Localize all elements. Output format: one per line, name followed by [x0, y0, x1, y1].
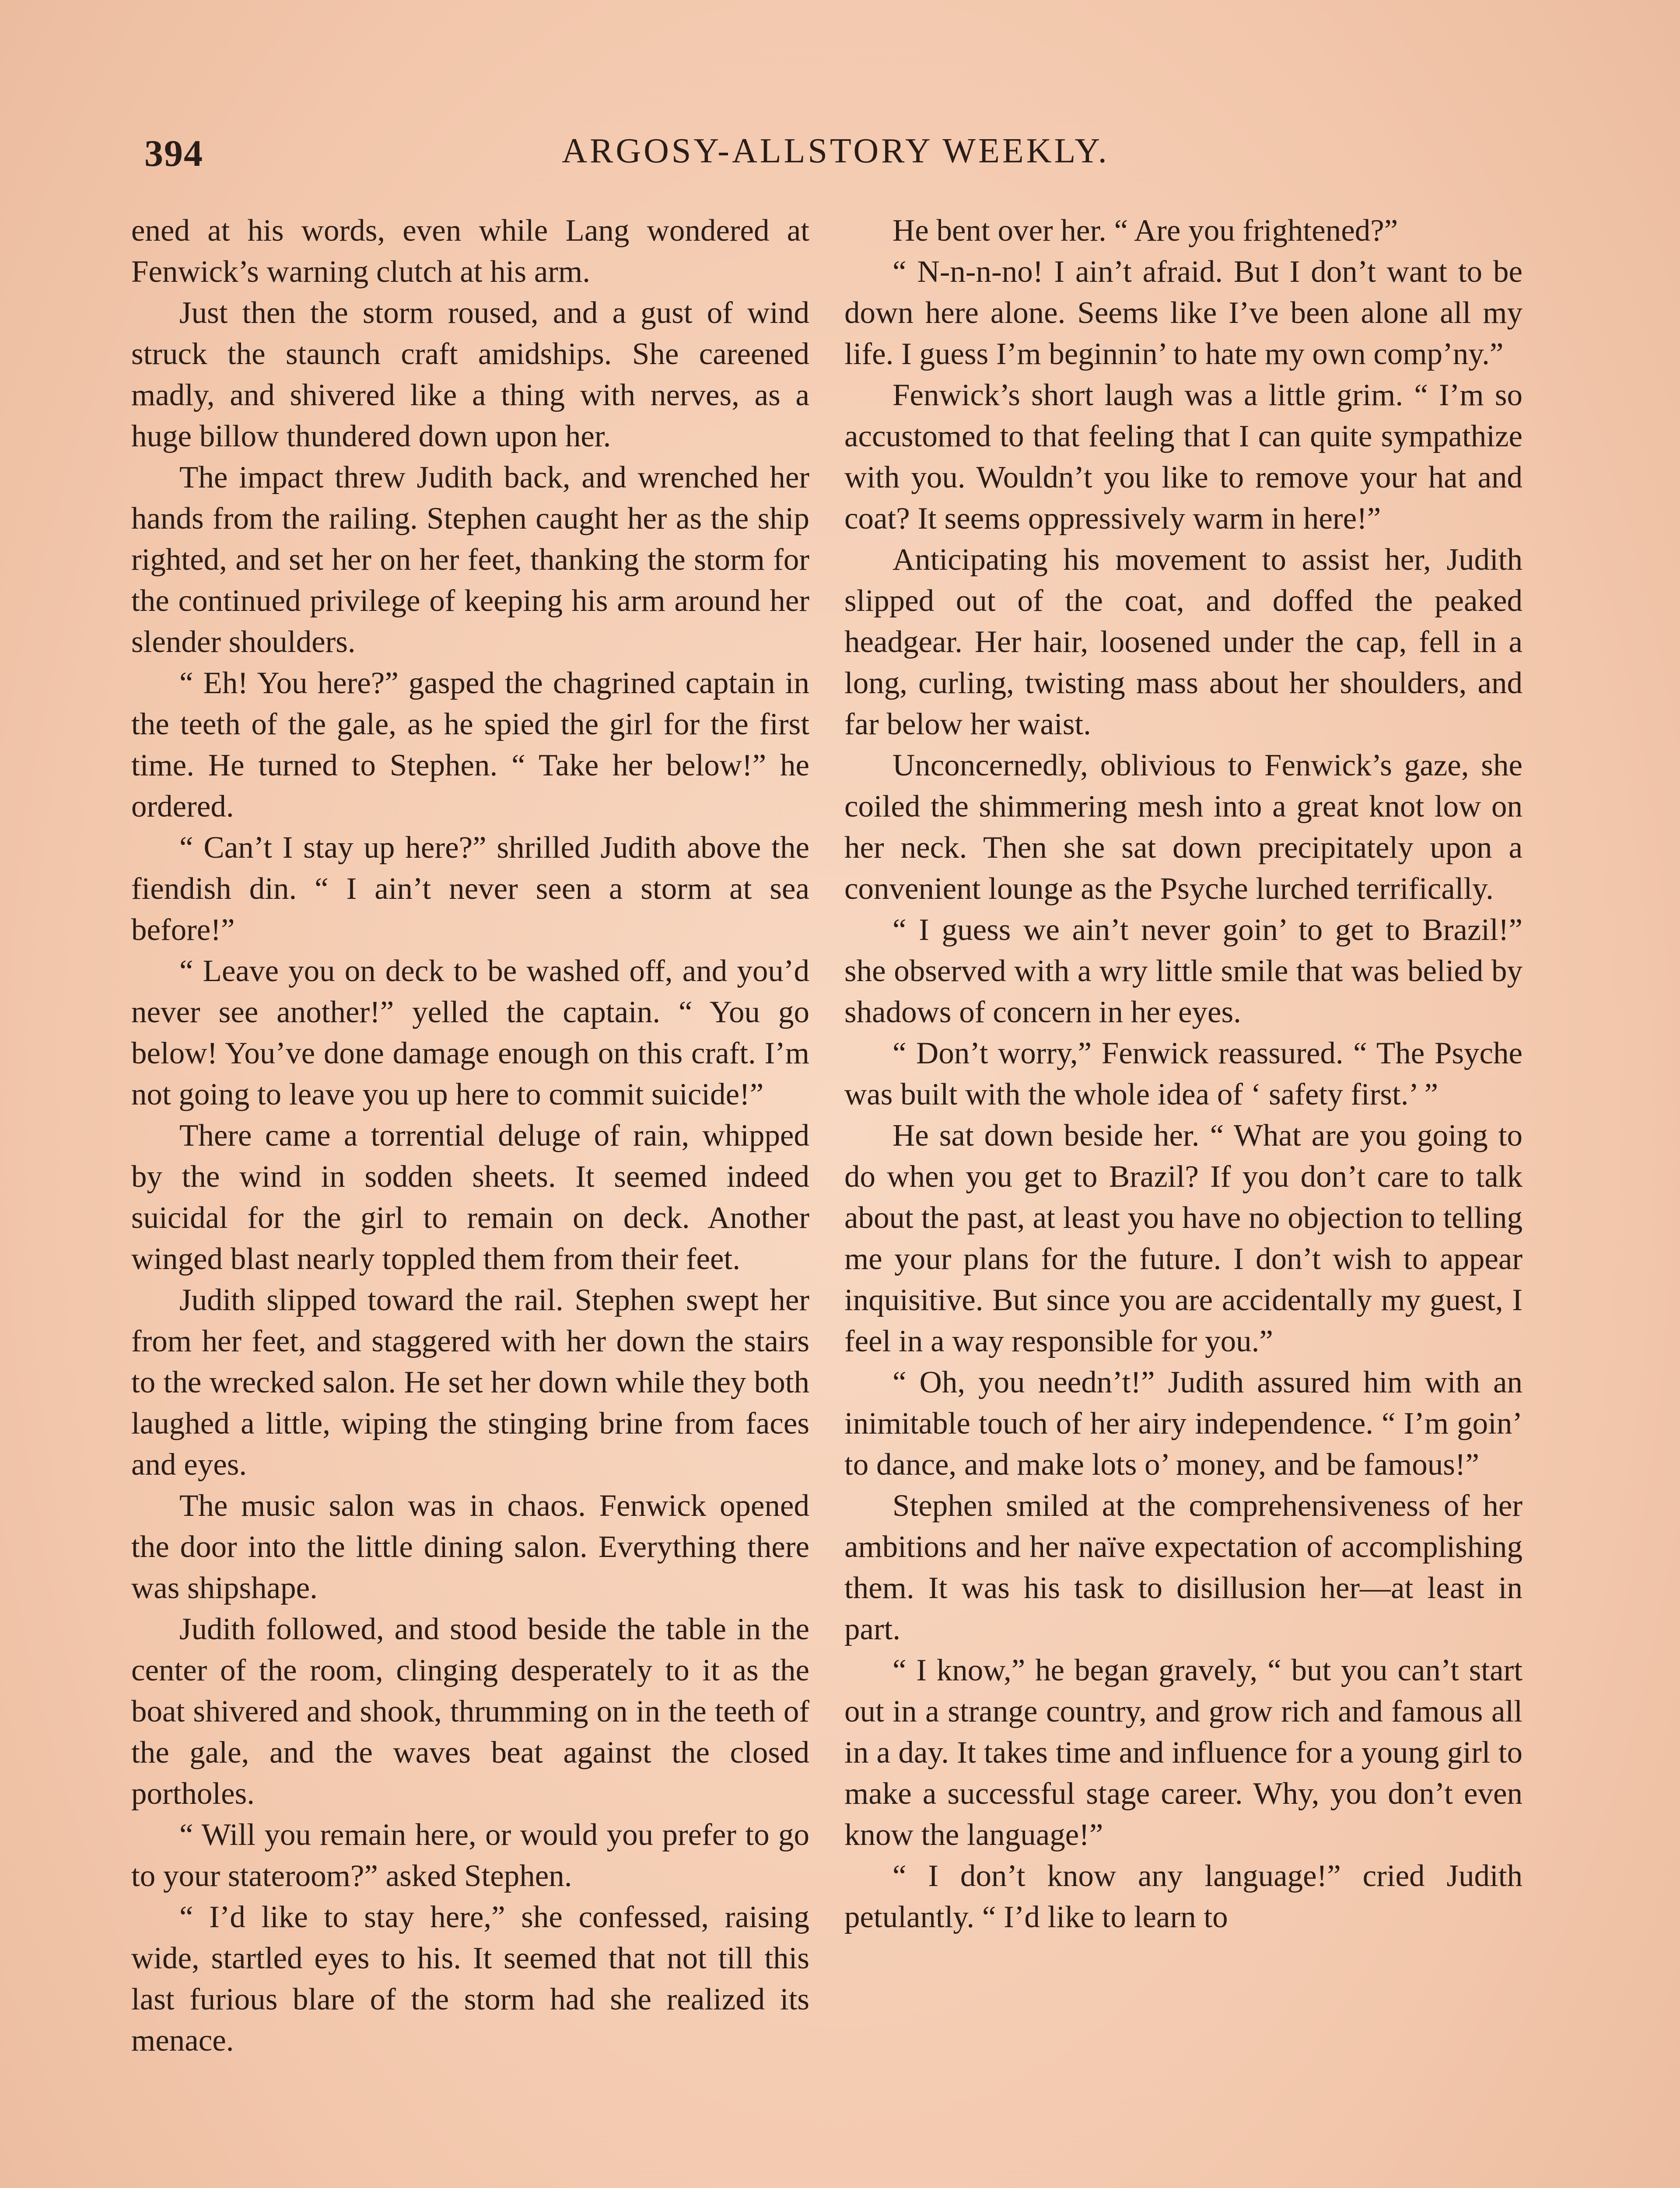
- paragraph: “ I don’t know any language!” cried Judith petulantly. “ I’d like to learn to: [844, 1859, 1522, 1934]
- paragraph: Judith followed, and stood beside the table in the center of the room, clinging desperately to it as the boat shivered and shook, thrumming on in the teeth of the gale, and the waves beat against the closed portholes.: [131, 1612, 809, 1811]
- paragraph: Anticipating his movement to assist her, Judith slipped out of the coat, and doffed the peaked headgear. Her hair, loosened under the cap, fell in a long, curling, twisting mass about her shoulders, and far below her waist.: [844, 543, 1522, 741]
- paragraph: “ Leave you on deck to be washed off, and you’d never see another!” yelled the captain. “ You go below! You’ve done damage enough on this craft. I’m not going to leave you up here to commit suicide!”: [131, 954, 809, 1112]
- paragraph: “ I guess we ain’t never goin’ to get to Brazil!” she observed with a wry little smile that was belied by shadows of concern in her eyes.: [844, 913, 1522, 1029]
- paragraph: “ Eh! You here?” gasped the chagrined captain in the teeth of the gale, as he spied the girl for the first time. He turned to Stephen. “ Take her below!” he ordered.: [131, 666, 809, 824]
- paragraph: He bent over her. “ Are you frightened?”: [892, 214, 1398, 248]
- paragraph: Judith slipped toward the rail. Stephen swept her from her feet, and staggered with her down the stairs to the wrecked salon. He set her down while they both laughed a little, wiping the stinging brine from faces and eyes.: [131, 1283, 809, 1482]
- paragraph: Just then the storm roused, and a gust of wind struck the staunch craft amidships. She careened madly, and shivered like a thing with nerves, as a huge billow thundered down upon her.: [131, 296, 809, 453]
- paragraph: “ Don’t worry,” Fenwick reassured. “ The Psyche was built with the whole idea of ‘ safety first.’ ”: [844, 1036, 1522, 1112]
- paragraph: “ N-n-n-no! I ain’t afraid. But I don’t want to be down here alone. Seems like I’ve been alone all my life. I guess I’m beginnin’ to hate my own comp’ny.”: [844, 255, 1522, 371]
- page-header: [127, 131, 1544, 193]
- paragraph: ened at his words, even while Lang wondered at Fenwick’s warning clutch at his arm.: [131, 214, 809, 289]
- paragraph: The impact threw Judith back, and wrenched her hands from the railing. Stephen caught her as the ship righted, and set her on her feet, thanking the storm for the continued privilege of keeping his arm around her slender shoulders.: [131, 460, 809, 659]
- running-head: ARGOSY-ALLSTORY WEEKLY.: [562, 132, 1110, 170]
- paragraph: “ Will you remain here, or would you prefer to go to your stateroom?” asked Stephen.: [131, 1818, 809, 1893]
- page-number: 394: [144, 132, 203, 174]
- paragraph: The music salon was in chaos. Fenwick opened the door into the little dining salon. Everything there was shipshape.: [131, 1489, 809, 1605]
- paragraph: He sat down beside her. “ What are you going to do when you get to Brazil? If you don’t care to talk about the past, at least you have no objection to telling me your plans for the future. I don’t wish to appear inquisitive. But since you are accidentally my guest, I feel in a way responsible for you.”: [844, 1119, 1522, 1358]
- paragraph: “ I know,” he began gravely, “ but you can’t start out in a strange country, and grow rich and famous all in a day. It takes time and influence for a young girl to make a successful stage career. Why, you don’t even know the language!”: [844, 1653, 1522, 1852]
- paragraph: Stephen smiled at the comprehensiveness of her ambitions and her naïve expectation of accomplishing them. It was his task to disillusion her—at least in part.: [844, 1489, 1522, 1646]
- left-column: [131, 210, 809, 2061]
- paragraph: Fenwick’s short laugh was a little grim. “ I’m so accustomed to that feeling that I can quite sympathize with you. Wouldn’t you like to remove your hat and coat? It seems oppressively warm in here!”: [844, 378, 1522, 536]
- paragraph: “ Oh, you needn’t!” Judith assured him with an inimitable touch of her airy independence. “ I’m goin’ to dance, and make lots o’ money, and be famous!”: [844, 1365, 1522, 1482]
- paragraph: “ I’d like to stay here,” she confessed, raising wide, startled eyes to his. It seemed that not till this last furious blare of the storm had she realized its menace.: [131, 1900, 809, 2058]
- paragraph: There came a torrential deluge of rain, whipped by the wind in sodden sheets. It seemed indeed suicidal for the girl to remain on deck. Another winged blast nearly toppled them from their feet.: [131, 1119, 809, 1276]
- right-column: [844, 210, 1522, 1938]
- paragraph: “ Can’t I stay up here?” shrilled Judith above the fiendish din. “ I ain’t never seen a storm at sea before!”: [131, 831, 809, 947]
- paragraph: Unconcernedly, oblivious to Fenwick’s gaze, she coiled the shimmering mesh into a great knot low on her neck. Then she sat down precipitately upon a convenient lounge as the Psyche lurched terrifically.: [844, 748, 1522, 906]
